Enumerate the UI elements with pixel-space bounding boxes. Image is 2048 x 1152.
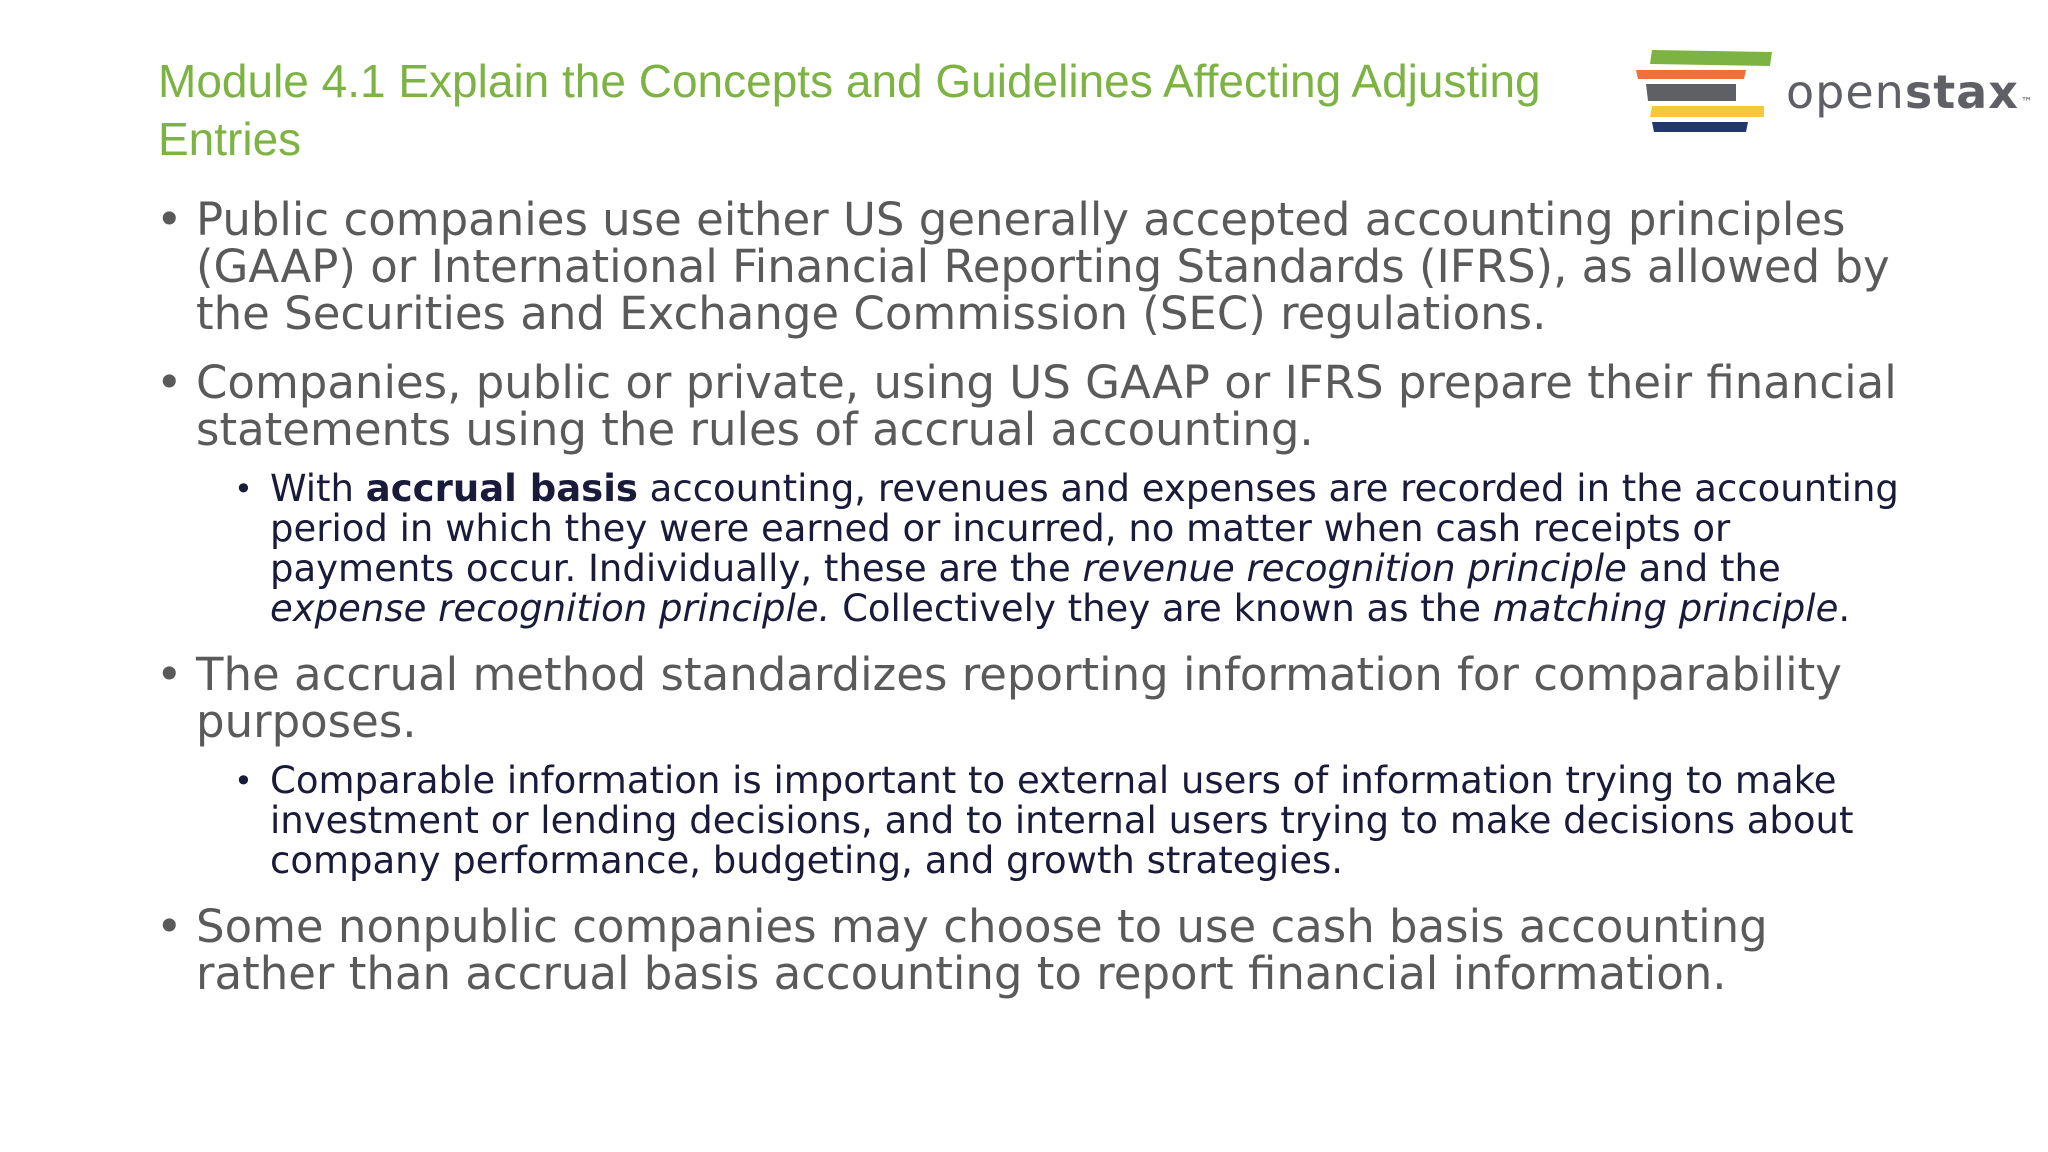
sub-bullet-list: [152, 761, 1912, 881]
text-run: With: [270, 467, 366, 510]
logo-trademark: ™: [2020, 95, 2034, 109]
bullet-icon: •: [156, 193, 183, 246]
bullet-icon: •: [156, 356, 183, 409]
openstax-logo-icon: [1636, 46, 1776, 142]
bullet-item: [152, 193, 1912, 340]
text-run: Collectively they are known as the: [830, 587, 1493, 630]
bullet-text: Some nonpublic companies may choose to use cash basis accounting rather than accrual basis accounting to report financial information.: [196, 900, 1768, 1000]
bullet-icon: •: [156, 648, 183, 701]
slide-content: [152, 193, 1912, 1019]
bullet-text: Companies, public or private, using US GAAP or IFRS prepare their financial statements using the rules of accrual accounting.: [196, 356, 1897, 456]
text-run: .: [1838, 587, 1851, 630]
text-run: and the: [1626, 547, 1781, 590]
sub-bullet-icon: •: [234, 762, 253, 800]
term-revenue-recognition: revenue recognition principle: [1082, 547, 1627, 590]
sub-bullet-list: [152, 469, 1912, 629]
term-accrual-basis: accrual basis: [365, 467, 638, 510]
bullet-item: [152, 648, 1912, 882]
term-expense-recognition: expense recognition principle.: [270, 587, 831, 630]
slide-title: Module 4.1 Explain the Concepts and Guidelines Affecting Adjusting Entries: [158, 55, 1541, 165]
sub-bullet-icon: •: [234, 470, 253, 508]
openstax-logo: [1636, 46, 2034, 142]
sub-bullet-text: [230, 469, 1912, 629]
bullet-text: Public companies use either US generally accepted accounting principles (GAAP) or International Financial Reporting Standards (IFRS), as allowed by the Securities and Exchange Commission (SEC) regulations.: [196, 193, 1890, 340]
bullet-text: The accrual method standardizes reporting information for comparability purposes.: [196, 648, 1842, 748]
bullet-item: [152, 356, 1912, 630]
sub-bullet-text: Comparable information is important to external users of information trying to make investment or lending decisions, and to internal users trying to make decisions about company performance, budgeting, and growth strategies.: [270, 759, 1854, 882]
sub-bullet-item: [152, 761, 1912, 881]
logo-text-stax: stax: [1904, 65, 2019, 119]
openstax-wordmark: [1786, 64, 2034, 120]
bullet-item: [152, 900, 1912, 1000]
logo-text-open: open: [1786, 65, 1905, 119]
bullet-icon: •: [156, 900, 183, 953]
bullet-list: [152, 193, 1912, 1000]
term-matching-principle: matching principle: [1492, 587, 1839, 630]
sub-bullet-item: [152, 469, 1912, 629]
text-run: accounting, revenues and expenses are recorded in the accounting period in which they were earned or incurred, no matter when cash receipts or payments occur. Individually, these are the: [270, 467, 1899, 590]
